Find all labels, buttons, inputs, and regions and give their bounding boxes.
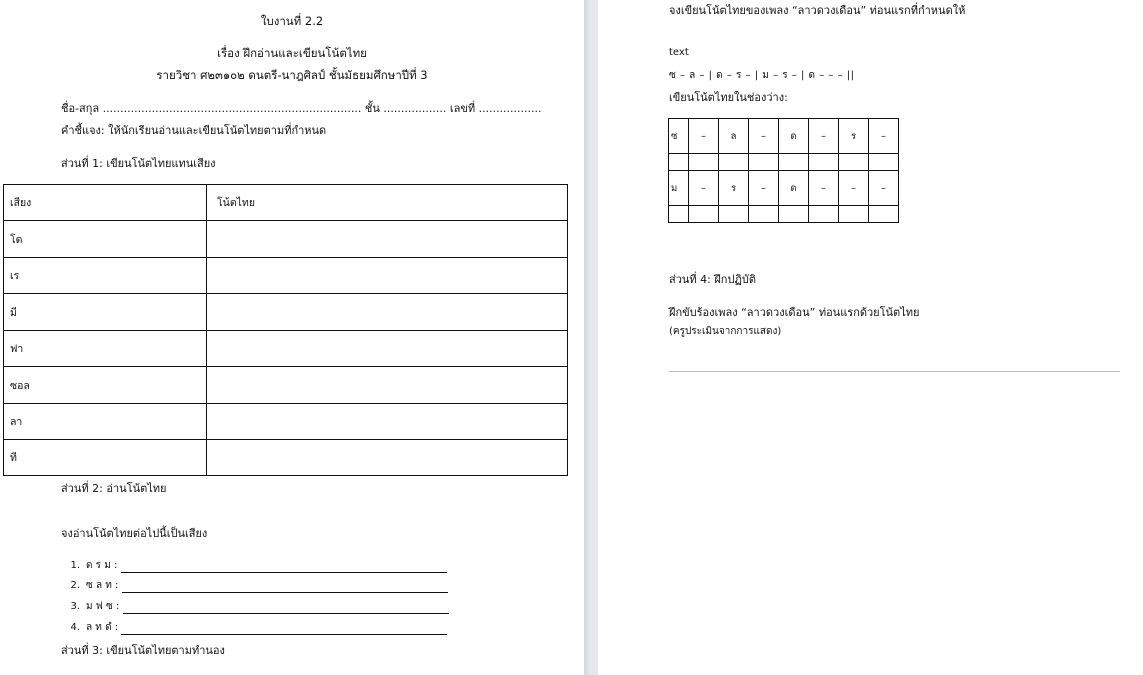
reading-item xyxy=(56,599,449,614)
reading-item xyxy=(56,620,447,635)
table-row xyxy=(4,404,568,440)
grid-row xyxy=(669,119,899,154)
grid-cell[interactable] xyxy=(839,154,869,171)
part2-instruction: จงอ่านโน้ตไทยต่อไปนี้เป็นเสียง xyxy=(61,527,208,540)
grid-cell[interactable] xyxy=(749,206,779,223)
grid-row xyxy=(669,154,899,171)
table-header-thai-note: โน้ตไทย xyxy=(207,185,568,221)
table-row xyxy=(4,367,568,404)
part4-task: ฝึกขับร้องเพลง “ลาวดวงเดือน” ท่อนแรกด้วยโน้ตไทย xyxy=(669,306,920,319)
grid-cell[interactable]: ด xyxy=(779,171,809,206)
grid-cell[interactable] xyxy=(869,154,899,171)
grid-cell[interactable] xyxy=(749,154,779,171)
grid-cell[interactable]: – xyxy=(689,119,719,154)
grid-cell[interactable]: – xyxy=(809,119,839,154)
table-cell-answer[interactable] xyxy=(207,258,568,294)
reading-answer-line[interactable] xyxy=(122,580,448,593)
worksheet-subject: เรื่อง ฝึกอ่านและเขียนโน้ตไทย xyxy=(217,46,367,60)
grid-cell[interactable]: – xyxy=(869,171,899,206)
grid-cell[interactable]: – xyxy=(839,171,869,206)
table-row xyxy=(4,258,568,294)
table-row xyxy=(4,440,568,476)
instruction-text: คำชี้แจง: ให้นักเรียนอ่านและเขียนโน้ตไทยตามที่กำหนด xyxy=(61,124,327,137)
grid-cell[interactable]: ล xyxy=(719,119,749,154)
table-cell-sound: ซอล xyxy=(4,367,207,404)
grid-cell[interactable] xyxy=(689,154,719,171)
grid-cell[interactable]: ด xyxy=(779,119,809,154)
student-name-line: ชื่อ-สกุล .......................................................................... ชั้น .................. เลขที่ .................. xyxy=(61,102,542,115)
table-cell-sound: เร xyxy=(4,258,207,294)
melody-instruction: จงเขียนโน้ตไทยของเพลง “ลาวดวงเดือน” ท่อนแรกที่กำหนดให้ xyxy=(669,4,966,17)
reading-answer-line[interactable] xyxy=(123,601,449,614)
table-cell-answer[interactable] xyxy=(207,440,568,476)
table-cell-sound: โด xyxy=(4,221,207,258)
grid-cell[interactable]: – xyxy=(869,119,899,154)
grid-cell[interactable]: ซ xyxy=(669,119,689,154)
part4-heading: ส่วนที่ 4: ฝึกปฏิบัติ xyxy=(669,273,756,286)
melody-line: ซ – ล – | ด – ร – | ม – ร – | ด – – – || xyxy=(669,70,855,81)
table-cell-sound: ลา xyxy=(4,404,207,440)
reading-item-number: 2. xyxy=(70,580,80,591)
document-page-right xyxy=(598,0,1143,675)
grid-cell[interactable] xyxy=(839,206,869,223)
reading-item xyxy=(56,558,447,573)
grid-cell[interactable]: – xyxy=(809,171,839,206)
grid-cell[interactable] xyxy=(809,154,839,171)
reading-answer-line[interactable] xyxy=(121,560,447,573)
page-gutter xyxy=(584,0,598,675)
part4-note: (ครูประเมินจากการแสดง) xyxy=(669,326,782,337)
grid-cell[interactable] xyxy=(779,206,809,223)
worksheet-title: ใบงานที่ 2.2 xyxy=(260,14,324,28)
reading-item-notes: ด ร ม : xyxy=(86,560,118,571)
grid-cell[interactable] xyxy=(719,206,749,223)
grid-cell[interactable] xyxy=(779,154,809,171)
table-cell-answer[interactable] xyxy=(207,367,568,404)
note-grid xyxy=(668,118,899,223)
grid-cell[interactable] xyxy=(809,206,839,223)
text-label: text xyxy=(669,47,689,58)
grid-cell[interactable] xyxy=(719,154,749,171)
grid-cell[interactable] xyxy=(869,206,899,223)
reading-item-number: 1. xyxy=(70,560,80,571)
grid-cell[interactable] xyxy=(669,206,689,223)
reading-item xyxy=(56,578,448,593)
table-cell-answer[interactable] xyxy=(207,331,568,367)
table-row xyxy=(4,331,568,367)
grid-cell[interactable]: ร xyxy=(719,171,749,206)
reading-answer-line[interactable] xyxy=(121,622,447,635)
table-cell-sound: มี xyxy=(4,294,207,331)
grid-cell[interactable]: – xyxy=(749,119,779,154)
note-table xyxy=(3,184,568,476)
grid-cell[interactable] xyxy=(669,154,689,171)
grid-cell[interactable] xyxy=(689,206,719,223)
grid-cell[interactable]: – xyxy=(689,171,719,206)
horizontal-rule xyxy=(669,371,1120,372)
fill-in-label: เขียนโน้ตไทยในช่องว่าง: xyxy=(669,91,788,104)
grid-row xyxy=(669,206,899,223)
grid-cell[interactable]: ร xyxy=(839,119,869,154)
part2-heading: ส่วนที่ 2: อ่านโน้ตไทย xyxy=(61,482,167,495)
table-row xyxy=(4,221,568,258)
table-header-sound: เสียง xyxy=(4,185,207,221)
worksheet-course: รายวิชา ศ๒๓๑๐๒ ดนตรี-นาฎศิลป์ ชั้นมัธยมศึกษาปีที่ 3 xyxy=(156,68,428,82)
part1-heading: ส่วนที่ 1: เขียนโน้ตไทยแทนเสียง xyxy=(61,157,216,170)
table-cell-sound: ฟา xyxy=(4,331,207,367)
reading-item-notes: ม ฟ ซ : xyxy=(86,601,120,612)
reading-item-number: 4. xyxy=(70,622,80,633)
grid-cell[interactable]: ม xyxy=(669,171,689,206)
grid-row xyxy=(669,171,899,206)
reading-item-notes: ล ท ดํ : xyxy=(86,622,119,633)
reading-item-notes: ซ ล ท : xyxy=(86,580,119,591)
part3-heading: ส่วนที่ 3: เขียนโน้ตไทยตามทำนอง xyxy=(61,644,225,657)
grid-cell[interactable]: – xyxy=(749,171,779,206)
table-cell-answer[interactable] xyxy=(207,404,568,440)
table-cell-answer[interactable] xyxy=(207,294,568,331)
table-row xyxy=(4,294,568,331)
table-cell-answer[interactable] xyxy=(207,221,568,258)
reading-item-number: 3. xyxy=(70,601,80,612)
table-cell-sound: ที xyxy=(4,440,207,476)
table-header-row xyxy=(4,185,568,221)
